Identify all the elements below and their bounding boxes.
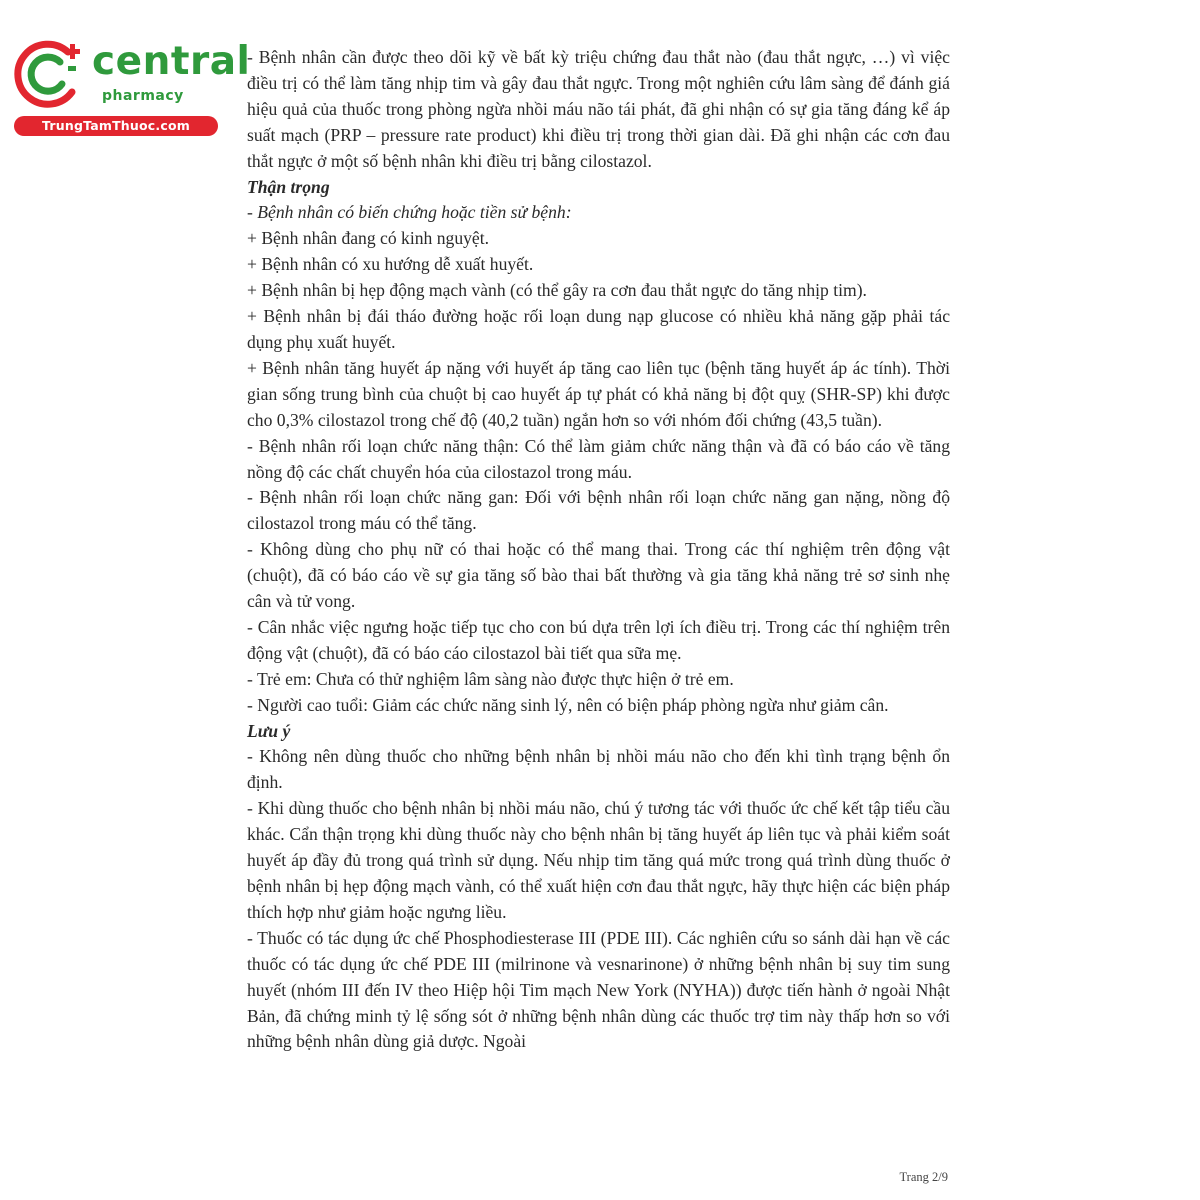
logo-subtitle: pharmacy bbox=[102, 88, 184, 104]
list-item: - Cân nhắc việc ngưng hoặc tiếp tục cho con bú dựa trên lợi ích điều trị. Trong các thí nghiệm trên động vật (chuột), đã có báo cáo cilostazol bài tiết qua sữa mẹ. bbox=[247, 616, 950, 663]
list-item: - Trẻ em: Chưa có thử nghiệm lâm sàng nào được thực hiện ở trẻ em. bbox=[247, 668, 734, 689]
central-pharmacy-c-icon bbox=[10, 38, 90, 110]
document-body bbox=[247, 45, 950, 1055]
list-item: + Bệnh nhân bị đái tháo đường hoặc rối loạn dung nạp glucose có nhiều khả năng gặp phải tác dụng phụ xuất huyết. bbox=[247, 306, 950, 352]
list-item: - Không nên dùng thuốc cho những bệnh nhân bị nhồi máu não cho đến khi tình trạng bệnh ổn định. bbox=[247, 746, 950, 793]
list-item: + Bệnh nhân tăng huyết áp nặng với huyết áp tăng cao liên tục (bệnh tăng huyết áp ác tính). Thời gian sống trung bình của chuột bị cao huyết áp tự phát có khả năng bị đột quỵ (SHR-SP) khi được cho 0,3% cilostazol trong chế độ (40,2 tuần) ngắn hơn so với nhóm đối chứng (43,5 tuần). bbox=[247, 357, 950, 430]
list-item: + Bệnh nhân đang có kinh nguyệt. bbox=[247, 228, 490, 249]
page-number: Trang 2/9 bbox=[899, 1170, 948, 1184]
section-heading-luu-y: Lưu ý bbox=[247, 720, 291, 741]
list-item: - Người cao tuổi: Giảm các chức năng sinh lý, nên có biện pháp phòng ngừa như giảm cân. bbox=[247, 694, 889, 715]
list-item: + Bệnh nhân bị hẹp động mạch vành (có thể gây ra cơn đau thắt ngực do tăng nhịp tim). bbox=[247, 280, 867, 301]
list-item: - Không dùng cho phụ nữ có thai hoặc có thể mang thai. Trong các thí nghiệm trên động vật (chuột), đã có báo cáo về sự gia tăng số bào thai bất thường và gia tăng khả năng trẻ sơ sinh nhẹ cân và tử vong. bbox=[247, 539, 950, 612]
central-pharmacy-logo bbox=[10, 38, 251, 138]
intro-paragraph: - Bệnh nhân cần được theo dõi kỹ về bất kỳ triệu chứng đau thắt nào (đau thắt ngực, …) vì việc điều trị có thể làm tăng nhịp tim và gây đau thắt ngực. Trong một nghiên cứu lâm sàng để đánh giá hiệu quả của thuốc trong phòng ngừa nhồi máu não tái phát, đã ghi nhận có sự gia tăng đáng kể áp suất mạch (PRP – pressure rate product) khi điều trị trong thời gian dài. Đã ghi nhận các cơn đau thắt ngực ở một số bệnh nhân khi điều trị bằng cilostazol. bbox=[247, 47, 950, 171]
section-subheading: - Bệnh nhân có biến chứng hoặc tiền sử bệnh: bbox=[247, 202, 572, 223]
list-item: - Bệnh nhân rối loạn chức năng gan: Đối với bệnh nhân rối loạn chức năng gan nặng, nồng độ cilostazol trong máu có thể tăng. bbox=[247, 487, 950, 534]
logo-name: central bbox=[92, 39, 251, 84]
list-item: - Bệnh nhân rối loạn chức năng thận: Có thể làm giảm chức năng thận và đã có báo cáo về tăng nồng độ các chất chuyển hóa của cilostazol trong máu. bbox=[247, 435, 950, 482]
logo-website-banner: TrungTamThuoc.com bbox=[14, 116, 218, 136]
list-item: - Thuốc có tác dụng ức chế Phosphodiesterase III (PDE III). Các nghiên cứu so sánh dài hạn về các thuốc có tác dụng ức chế PDE III (milrinone và vesnarinone) ở những bệnh nhân bị suy tim sung huyết (nhóm III đến IV theo Hiệp hội Tim mạch New York (NYHA)) được tiến hành ở ngoài Nhật Bản, đã chứng minh tỷ lệ sống sót ở những bệnh nhân dùng các thuốc trợ tim này thấp hơn so với những bệnh nhân dùng giả dược. Ngoài bbox=[247, 927, 950, 1052]
list-item: + Bệnh nhân có xu hướng dễ xuất huyết. bbox=[247, 254, 534, 275]
section-heading-than-trong: Thận trọng bbox=[247, 176, 330, 197]
list-item: - Khi dùng thuốc cho bệnh nhân bị nhồi máu não, chú ý tương tác với thuốc ức chế kết tập tiểu cầu khác. Cẩn thận trọng khi dùng thuốc này cho bệnh nhân bị tăng huyết áp liên tục và phải kiểm soát huyết áp đầy đủ trong quá trình sử dụng. Nếu nhịp tim tăng quá mức trong quá trình dùng thuốc ở bệnh nhân bị hẹp động mạch vành, có thể xuất hiện cơn đau thắt ngực, hãy thực hiện các biện pháp thích hợp như giảm hoặc ngưng liều. bbox=[247, 798, 950, 922]
